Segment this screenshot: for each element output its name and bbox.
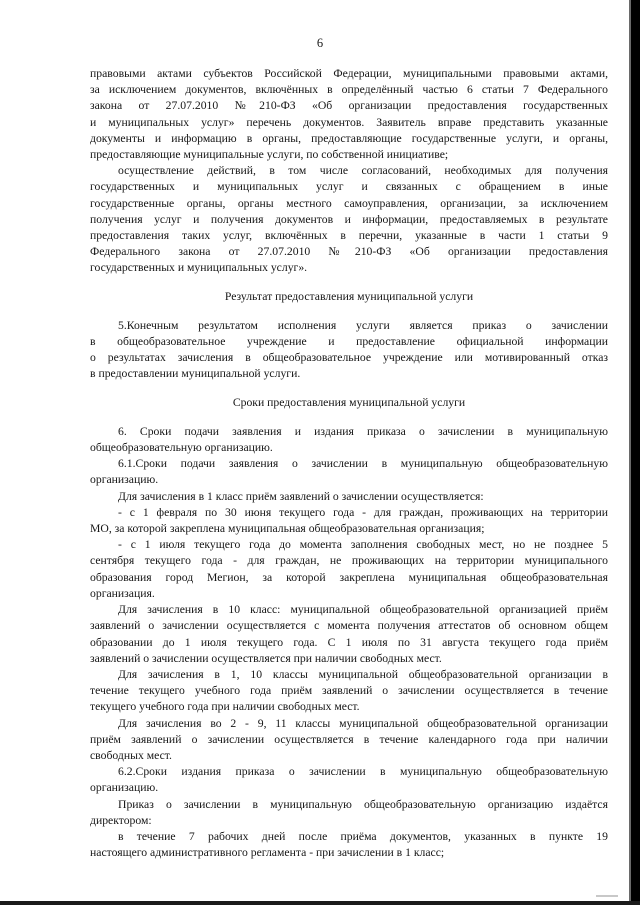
text-line: в общеобразовательное учреждение и предоставление официальной информации (90, 335, 608, 349)
page-number: 6 (316, 36, 324, 50)
text-line: - с 1 февраля по 30 июня текущего года - для граждан, проживающих на территории (118, 505, 608, 519)
text-line: 6.1.Сроки подачи заявления о зачислении в муниципальную общеобразовательную (118, 457, 608, 471)
paragraph-grade1-period1 (90, 505, 608, 537)
text-line: 6. Сроки подачи заявления и издания приказа о зачислении в муниципальную (118, 424, 608, 438)
text-line: о результатах зачисления в общеобразовательное учреждение или мотивированный отказ (90, 351, 608, 365)
paragraph-order-issued (90, 797, 608, 829)
text-line: государственные органы, органы местного самоуправления, организации, за исключением (90, 196, 608, 210)
paragraph-grades-1-10-current-year (90, 667, 608, 716)
text-line: заявлений о зачислении осуществляется с момента получения аттестатов об основном общем (90, 619, 608, 633)
text-line: общеобразовательную организацию. (90, 441, 273, 455)
text-line: Федерального закона от 27.07.2010 №210-ФЗ «Об организации предоставления (90, 245, 608, 259)
text-line: настоящего административного регламента - при зачислении в 1 класс; (90, 846, 445, 860)
text-line: документы и информацию в органы, предоставляющие государственные услуги, и органы, (90, 131, 608, 145)
paragraph-grade10 (90, 602, 608, 667)
paragraph-actions (90, 163, 608, 276)
text-line: образования город Мегион, за которой закреплена муниципальная общеобразовательная (90, 570, 608, 584)
text-line: организация. (90, 586, 155, 600)
text-line: Для зачисления в 1, 10 классы муниципальной общеобразовательной организации в (118, 667, 608, 681)
scan-artifact (596, 895, 618, 897)
paragraph-6-1 (90, 456, 608, 488)
text-line: осуществление действий, в том числе согласований, необходимых для получения (118, 164, 608, 178)
text-line: 5.Конечным результатом исполнения услуги является приказ о зачислении (118, 318, 608, 332)
text-line: 6.2.Сроки издания приказа о зачислении в муниципальную общеобразовательную (118, 765, 608, 779)
text-line: за исключением документов, включённых в определённый частью 6 статьи 7 Федерального (90, 83, 608, 97)
paragraph-continuation (90, 66, 608, 163)
text-line: Приказ о зачислении в муниципальную общеобразовательную организацию издаётся (118, 797, 608, 811)
document-body (90, 66, 608, 861)
section-heading-result: Результат предоставления муниципальной услуги (224, 289, 474, 303)
text-line: государственных и муниципальных услуг и связанных с обращением в иные (90, 180, 608, 194)
scan-edge-right (631, 0, 640, 905)
text-line: правовыми актами субъектов Российской Федерации, муниципальными правовыми актами, (90, 67, 608, 80)
paragraph-7-working-days (90, 829, 608, 861)
text-line: текущего учебного года при наличии свободных мест. (90, 700, 360, 714)
text-line: предоставления таких услуг, включённых в перечни, указанные в части 1 статьи 9 (90, 229, 608, 243)
text-line: закона от 27.07.2010 №210-ФЗ «Об организации предоставления государственных (90, 99, 608, 113)
text-line: заявлений о зачислении осуществляется при наличии свободных мест. (90, 651, 442, 665)
text-line: Для зачисления в 10 класс: муниципальной общеобразовательной организацией приём (118, 603, 608, 617)
text-line: получения услуг и получения документов и информации, предоставляемых в результате (90, 212, 608, 226)
section-heading-terms: Сроки предоставления муниципальной услуги (232, 395, 466, 409)
text-line: - с 1 июля текущего года до момента заполнения свободных мест, но не позднее 5 (118, 538, 608, 552)
text-line: и муниципальных услуг» перечень документов. Заявитель вправе представить указанные (90, 115, 608, 129)
text-line: в предоставлении муниципальной услуги. (90, 367, 301, 381)
scan-edge-bottom (0, 901, 640, 905)
paragraph-grades-2-9-11 (90, 716, 608, 765)
text-line: течение текущего учебного года приём заявлений о зачислении осуществляется в течение (90, 684, 608, 698)
text-line: государственных и муниципальных услуг». (90, 261, 308, 275)
text-line: предоставляющие муниципальные услуги, по собственной инициативе; (90, 148, 449, 162)
text-line: свободных мест. (90, 748, 172, 762)
text-line: организацию. (90, 473, 159, 487)
text-line: директором: (90, 813, 152, 827)
text-line: в течение 7 рабочих дней после приёма документов, указанных в пункте 19 (118, 829, 608, 843)
paragraph-grade1-intro (90, 489, 608, 505)
text-line: Для зачисления в 1 класс приём заявлений о зачислении осуществляется: (118, 489, 484, 503)
paragraph-result (90, 318, 608, 383)
text-line: образовании до 1 июля текущего года. С 1 июля по 31 августа текущего года приём (90, 635, 608, 649)
paragraph-grade1-period2 (90, 537, 608, 602)
text-line: МО, за которой закреплена муниципальная общеобразовательная организация; (90, 522, 485, 536)
text-line: сентября текущего года - для граждан, не проживающих на территории муниципального (90, 554, 608, 568)
paragraph-6 (90, 424, 608, 456)
paragraph-6-2 (90, 764, 608, 796)
text-line: Для зачисления во 2 - 9, 11 классы муниципальной общеобразовательной организации (118, 716, 608, 730)
text-line: организацию. (90, 781, 159, 795)
text-line: приём заявлений о зачислении осуществляется в течение календарного года при наличии (90, 732, 608, 746)
